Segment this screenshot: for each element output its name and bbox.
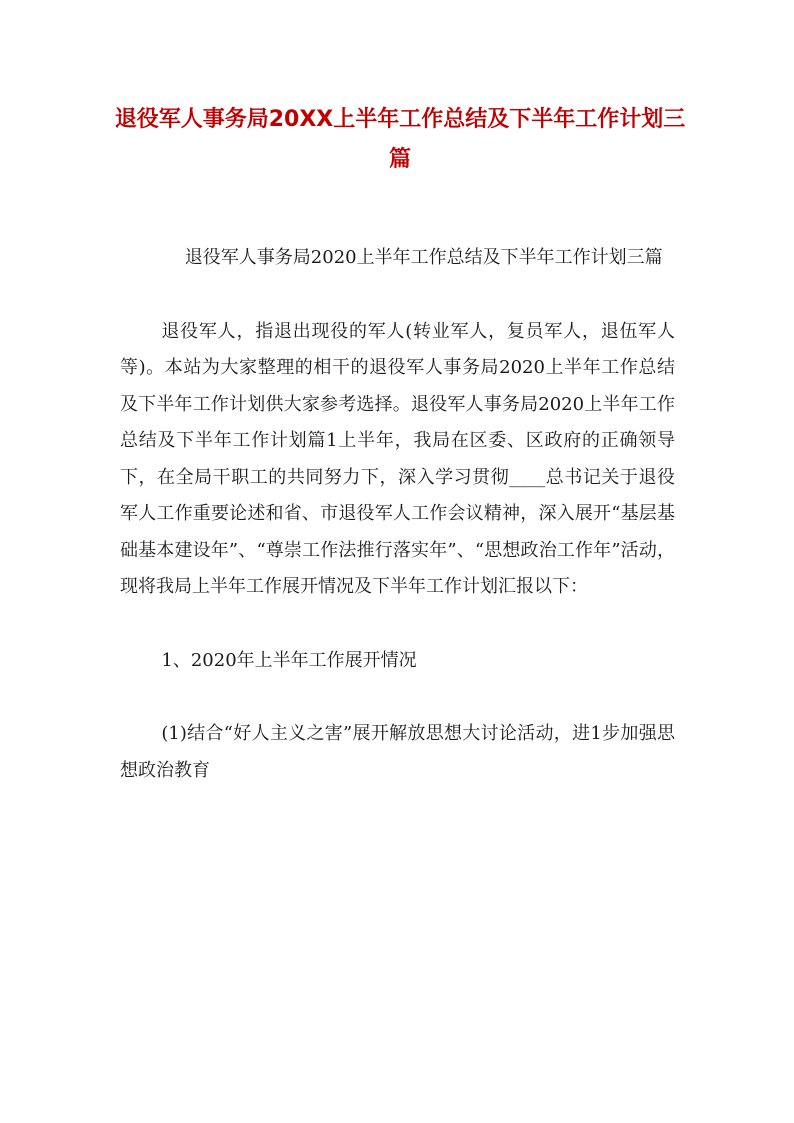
document-body <box>120 240 675 789</box>
paragraph-gap <box>120 277 675 314</box>
document-subtitle: 退役军人事务局2020上半年工作总结及下半年工作计划三篇 <box>184 247 663 268</box>
section-heading: 1、2020年上半年工作展开情况 <box>161 649 417 671</box>
intro-paragraph: 退役军人，指退出现役的军人(转业军人，复员军人，退伍军人等)。本站为大家整理的相干的退役军人事务局2020上半年工作总结及下半年工作计划供大家参考选择。退役军人事务局2020上半年工作总结及下半年工作计划篇1上半年，我局在区委、区政府的正确领导下，在全局干职工的共同努力下，深入学习贯彻____总书记关于退役军人工作重要论述和省、市退役军人工作会议精神，深入展开“基层基础基本建设年”、“尊崇工作法推行落实年”、“思想政治工作年”活动，现将我局上半年工作展开情况及下半年工作计划汇报以下： <box>120 320 675 597</box>
paragraph-gap <box>120 606 675 643</box>
paragraph-gap <box>120 679 675 716</box>
document-title: 退役军人事务局20XX上半年工作总结及下半年工作计划三篇 <box>114 107 686 172</box>
subsection-heading: (1)结合“好人主义之害”展开解放思想大讨论活动，进1步加强思想政治教育 <box>120 723 675 781</box>
